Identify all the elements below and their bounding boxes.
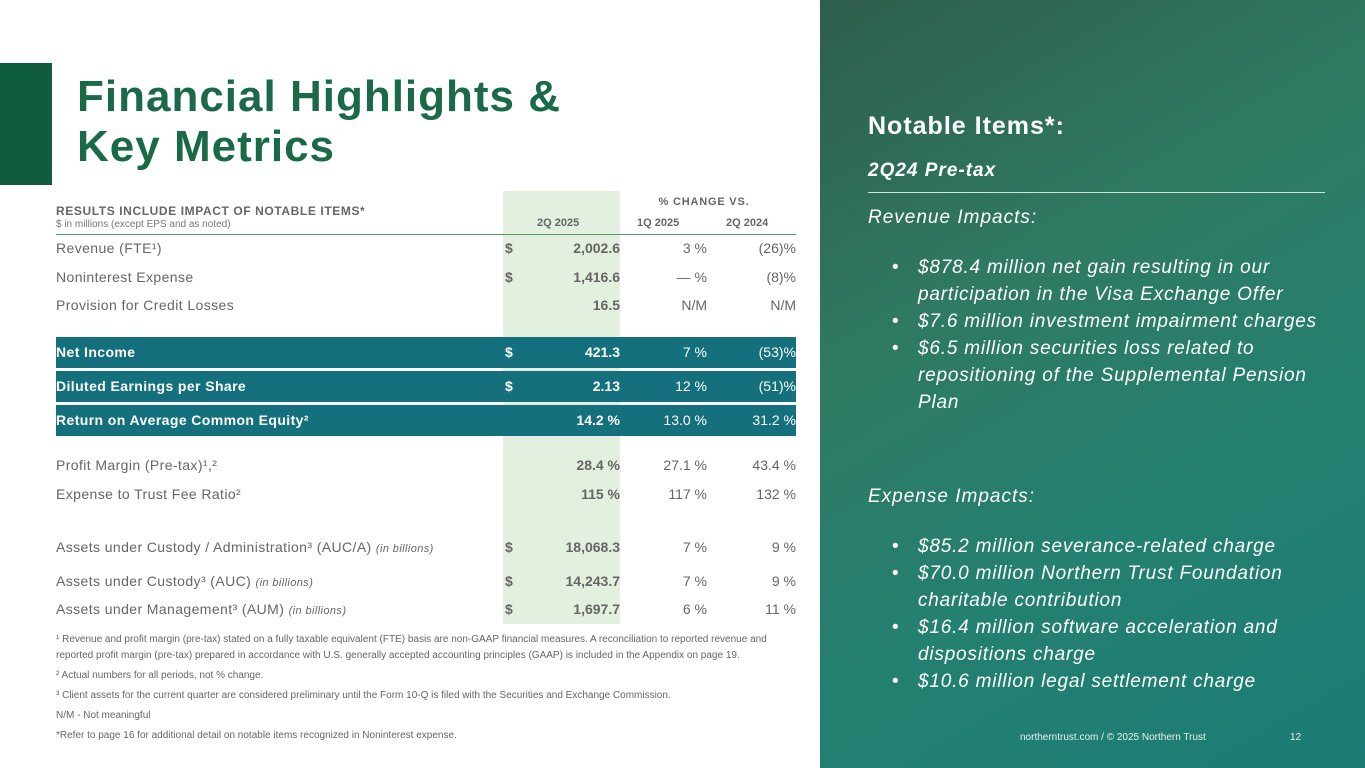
table-row: Assets under Custody³ (AUC) (in billions) $ 14,243.7 7 % 9 % <box>56 573 796 589</box>
notable-items-title: Notable Items*: <box>868 112 1065 140</box>
notable-items-subtitle: 2Q24 Pre-tax <box>868 160 997 181</box>
table-subtitle: $ in millions (except EPS and as noted) <box>56 219 231 230</box>
column-header-1q2025: 1Q 2025 <box>637 217 680 229</box>
table-row: Assets under Custody / Administration³ (AUC/A) (in billions) $ 18,068.3 7 % 9 % <box>56 539 796 555</box>
list-item: • $7.6 million investment impairment charges <box>892 308 1332 335</box>
expense-impacts-heading: Expense Impacts: <box>868 486 1036 507</box>
list-item: • $70.0 million Northern Trust Foundation charitable contribution <box>892 560 1332 614</box>
table-title: RESULTS INCLUDE IMPACT OF NOTABLE ITEMS* <box>56 204 366 218</box>
table-row: Provision for Credit Losses 16.5 N/M N/M <box>56 297 796 313</box>
footnote: ² Actual numbers for all periods, not % change. <box>56 670 264 681</box>
notable-items-panel <box>820 0 1365 768</box>
table-row: Revenue (FTE¹) $ 2,002.6 3 % (26)% <box>56 240 796 256</box>
table-row-highlight: Return on Average Common Equity² 14.2 % 13.0 % 31.2 % <box>56 405 796 436</box>
column-header-2q2024: 2Q 2024 <box>726 217 769 229</box>
table-row-highlight: Diluted Earnings per Share $ 2.13 12 % (51)% <box>56 371 796 402</box>
revenue-impacts-heading: Revenue Impacts: <box>868 207 1038 228</box>
footnote: ³ Client assets for the current quarter are considered preliminary until the Form 10-Q is filed with the Securities and Exchange Commission. <box>56 690 671 701</box>
footnote: N/M - Not meaningful <box>56 710 151 721</box>
list-item: • $16.4 million software acceleration and dispositions charge <box>892 614 1332 668</box>
accent-bar <box>0 63 52 185</box>
table-header <box>56 190 796 235</box>
table-row-highlight: Net Income $ 421.3 7 % (53)% <box>56 337 796 368</box>
list-item: • $85.2 million severance-related charge <box>892 533 1332 560</box>
page-number: 12 <box>1290 732 1302 743</box>
expense-impacts-list <box>892 533 1332 695</box>
page-title: Financial Highlights & Key Metrics <box>77 72 562 171</box>
table-row: Assets under Management³ (AUM) (in billions) $ 1,697.7 6 % 11 % <box>56 601 796 617</box>
change-header: % CHANGE VS. <box>658 196 750 208</box>
footnotes <box>56 632 796 748</box>
footnote: *Refer to page 16 for additional detail on notable items recognized in Noninterest expense. <box>56 730 457 741</box>
list-item: • $10.6 million legal settlement charge <box>892 668 1332 695</box>
table-row: Noninterest Expense $ 1,416.6 — % (8)% <box>56 269 796 285</box>
table-row: Expense to Trust Fee Ratio² 115 % 117 % 132 % <box>56 486 796 502</box>
divider <box>868 192 1325 193</box>
revenue-impacts-list <box>892 254 1332 416</box>
footnote: ¹ Revenue and profit margin (pre-tax) stated on a fully taxable equivalent (FTE) basis are non-GAAP financial measures. A reconciliation to reported revenue and reported profit margin (pre-tax) prepared in accordance with U.S. generally accepted accounting principles (GAAP) is included in the Appendix on page 19. <box>56 634 767 661</box>
column-header-2q2025: 2Q 2025 <box>537 217 580 229</box>
footer-copyright: northerntrust.com / © 2025 Northern Trust <box>1020 732 1206 743</box>
list-item: • $878.4 million net gain resulting in our participation in the Visa Exchange Offer <box>892 254 1332 308</box>
table-row: Profit Margin (Pre-tax)¹,² 28.4 % 27.1 % 43.4 % <box>56 457 796 473</box>
list-item: • $6.5 million securities loss related to repositioning of the Supplemental Pension Plan <box>892 335 1332 416</box>
